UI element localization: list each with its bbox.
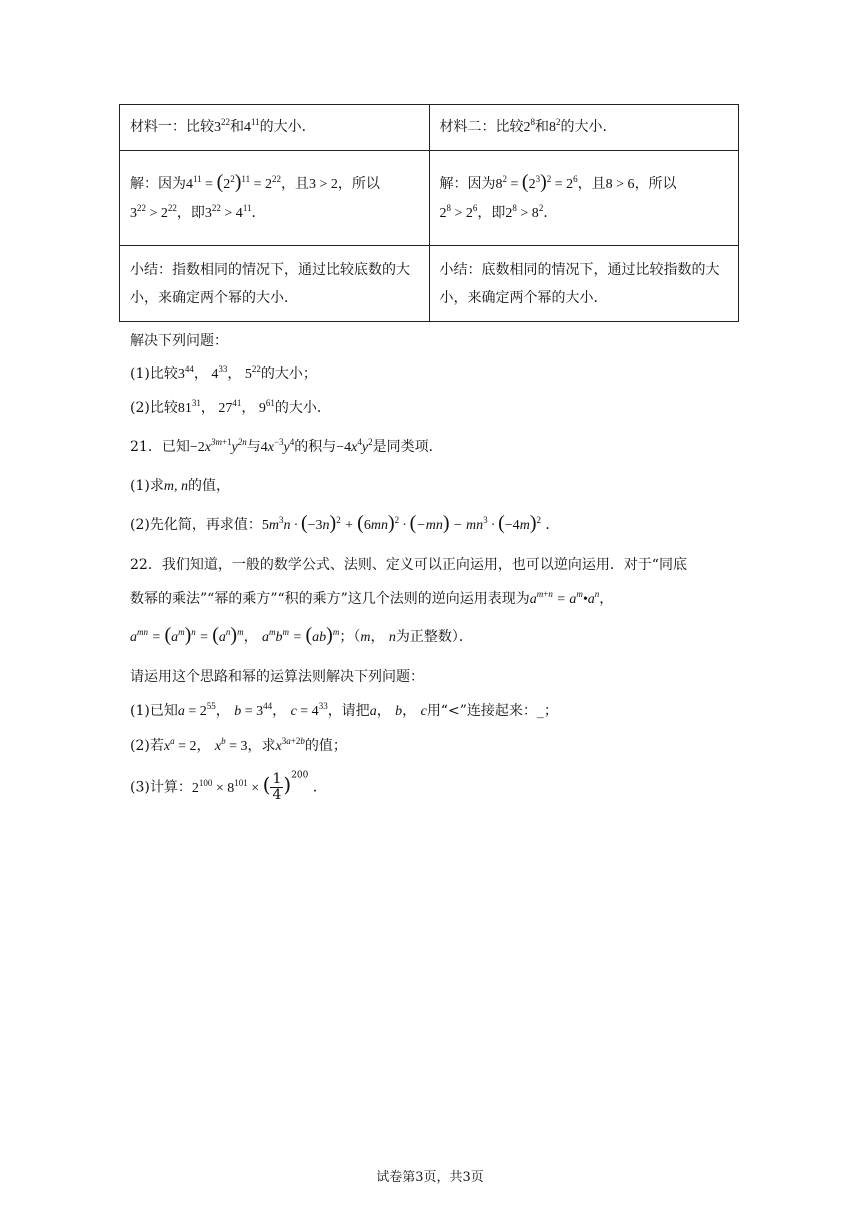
q22-part1: (1)已知$a = 2^{55}$， $b = 3^{44}$， $c = 4^{33}$，请把a， b， c用“<”连接起来：_； — [130, 701, 558, 719]
material-one-solution: 解：因为$4^{11} = (2^2)^{11} = 2^{22}$，且3 > 2，所以 $3^{22} > 2^{22}$，即$3^{22} > 4^{11}$． — [120, 151, 430, 246]
material-two-solution: 解：因为$8^2 = (2^3)^2 = 2^6$，且8 > 6，所以 $2^8 > 2^6$，即$2^8 > 8^2$． — [429, 151, 739, 246]
q20-part2: (2)比较$81^{31}$， $27^{41}$， $9^{61}$的大小． — [130, 398, 331, 416]
material-one-title: 材料一：比较$3^{22}$和$4^{11}$的大小． — [120, 105, 430, 151]
fraction-one-quarter: $\frac{1}{4}$ — [272, 771, 282, 803]
q22-line3: $a^{mn} = (a^m)^n = (a^n)^m$， $a^mb^m = (ab)^m$；（m， n为正整数）． — [130, 624, 473, 646]
q22-line2: 数幂的乘法”“幂的乘方”“积的乘方”这几个法则的逆向运用表现为$a^{m+n}$ = $a^m•a^n$， — [130, 589, 614, 607]
q20-intro: 解决下列问题： — [130, 333, 228, 349]
material-two-title: 材料二：比较$2^8$和$8^2$的大小． — [429, 105, 739, 151]
material-table — [119, 104, 739, 322]
q21-part2: (2)先化简，再求值：$5m^3n \cdot (-3n)^2 + (6mn)^2 \cdot (-mn) - mn^3 \cdot (-4m)^2$ ． — [130, 512, 560, 534]
q21-part1: (1)求m, n的值， — [130, 478, 230, 494]
q21-stem: 21．已知$-2x^{3m+1}y^{2n}$与$4x^{-3}y^4$的积与$-4x^4y^2$是同类项． — [130, 437, 443, 455]
q22-line4: 请运用这个思路和幂的运算法则解决下列问题： — [130, 669, 424, 685]
q22-line1: 22．我们知道，一般的数学公式、法则、定义可以正向运用，也可以逆向运用．对于“同底 — [130, 557, 687, 573]
material-two-summary: 小结：底数相同的情况下，通过比较指数的大小，来确定两个幂的大小． — [429, 246, 739, 322]
q20-part1: (1)比较$3^{44}$， $4^{33}$， $5^{22}$的大小； — [130, 364, 317, 382]
page-footer: 试卷第3页，共3页 — [376, 1170, 484, 1185]
q22-part2: (2)若$x^a = 2$， $x^b = 3$，求$x^{3a+2b}$的值； — [130, 736, 347, 754]
material-one-summary: 小结：指数相同的情况下，通过比较底数的大小，来确定两个幂的大小． — [120, 246, 430, 322]
q22-part3: (3)计算：$2^{100} \times 8^{101}$ × ( $\frac{1}{4}$ )$^{200}$ ． — [130, 770, 327, 803]
